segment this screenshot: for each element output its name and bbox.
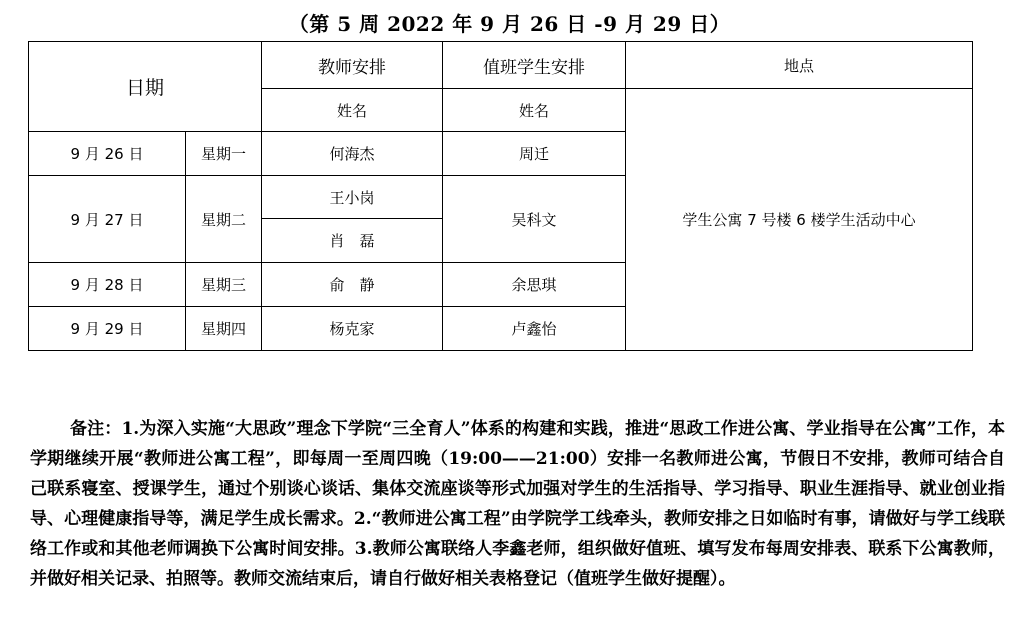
- date-cell: 9 月 26 日: [29, 132, 186, 176]
- header-student: 值班学生安排: [443, 42, 626, 89]
- teacher-cell: 王小岗: [262, 176, 443, 219]
- student-cell: 卢鑫怡: [443, 307, 626, 351]
- header-place: 地点: [626, 42, 973, 89]
- teacher-cell: 杨克家: [262, 307, 443, 351]
- weekday-cell: 星期三: [186, 263, 262, 307]
- teacher-cell: 俞 静: [262, 263, 443, 307]
- teacher-cell: 肖 磊: [262, 219, 443, 263]
- schedule-table: [28, 41, 973, 351]
- student-cell: 余思琪: [443, 263, 626, 307]
- teacher-cell: 何海杰: [262, 132, 443, 176]
- subheader-teacher-name: 姓名: [262, 89, 443, 132]
- weekday-cell: 星期二: [186, 176, 262, 263]
- student-cell: 吴科文: [443, 176, 626, 263]
- notes-paragraph: 备注：1.为深入实施“大思政”理念下学院“三全育人”体系的构建和实践，推进“思政工作进公寓、学业指导在公寓”工作，本学期继续开展“教师进公寓工程”，即每周一至周四晚（19:00——21:00）安排一名教师进公寓，节假日不安排，教师可结合自己联系寝室、授课学生，通过个别谈心谈话、集体交流座谈等形式加强对学生的生活指导、学习指导、职业生涯指导、就业创业指导、心理健康指导等，满足学生成长需求。2.“教师进公寓工程”由学院学工线牵头，教师安排之日如临时有事，请做好与学工线联络工作或和其他老师调换下公寓时间安排。3.教师公寓联络人李鑫老师，组织做好值班、填写发布每周安排表、联系下公寓教师，并做好相关记录、拍照等。教师交流结束后，请自行做好相关表格登记（值班学生做好提醒）。: [30, 419, 1005, 589]
- header-date: 日期: [29, 42, 262, 132]
- table-header-row: [29, 42, 973, 89]
- weekday-cell: 星期一: [186, 132, 262, 176]
- weekday-cell: 星期四: [186, 307, 262, 351]
- date-cell: 9 月 29 日: [29, 307, 186, 351]
- place-cell: 学生公寓 7 号楼 6 楼学生活动中心: [626, 89, 973, 351]
- subheader-student-name: 姓名: [443, 89, 626, 132]
- header-teacher: 教师安排: [262, 42, 443, 89]
- student-cell: 周迁: [443, 132, 626, 176]
- date-cell: 9 月 28 日: [29, 263, 186, 307]
- date-cell: 9 月 27 日: [29, 176, 186, 263]
- document-title: （第 5 周 2022 年 9 月 26 日 -9 月 29 日）: [288, 12, 731, 36]
